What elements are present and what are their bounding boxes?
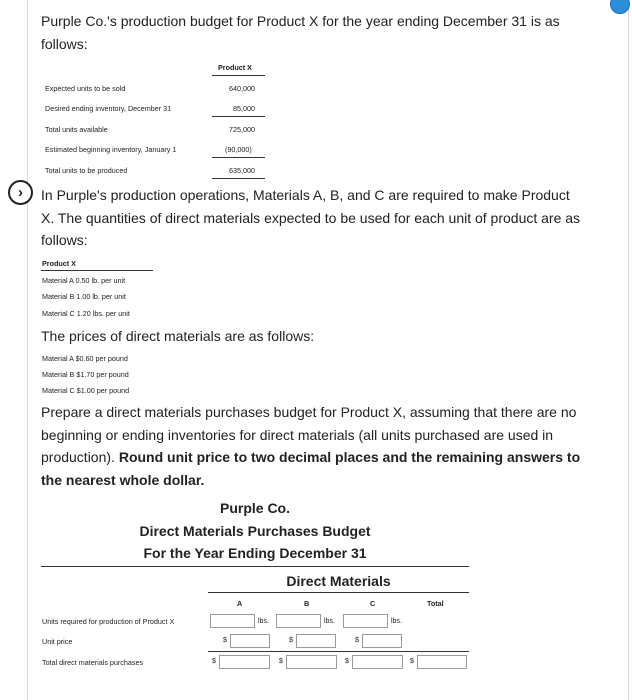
column-header-b: B — [304, 599, 310, 608]
units-b-input[interactable] — [276, 614, 321, 628]
budget-row-label: Desired ending inventory, December 31 — [45, 104, 172, 113]
page-border-right — [628, 0, 629, 700]
instructions-rounding: Round unit price to two decimal places and the remaining answers to the nearest whole dollar. — [41, 449, 581, 488]
price-b-input[interactable] — [296, 634, 336, 648]
instructions-body: Prepare a direct materials purchases budget for Product X, assuming that there are no beginning or ending inventories for direct materials (all units purchased are used in production). — [41, 404, 577, 465]
total-purchases-label: Total direct materials purchases — [42, 658, 144, 667]
quantities-rule — [41, 270, 153, 271]
currency-label: $ — [289, 637, 293, 644]
units-required-label: Units required for production of Product X — [42, 617, 175, 626]
currency-label: $ — [279, 658, 283, 665]
expand-button[interactable] — [8, 180, 33, 205]
budget-row-value: 635,000 — [229, 166, 255, 175]
title-rule — [41, 566, 469, 567]
budget-row-value: 640,000 — [229, 84, 255, 93]
subtotal-rule — [212, 157, 265, 158]
header-rule — [212, 75, 265, 76]
price-row: Material B $1.70 per pound — [42, 370, 129, 379]
intro-text: Purple Co.'s production budget for Product X for the year ending December 31 is as follows: — [41, 13, 560, 52]
unit-price-label: Unit price — [42, 637, 73, 646]
budget-row-label: Estimated beginning inventory, January 1 — [45, 145, 177, 154]
units-a-input[interactable] — [210, 614, 255, 628]
price-c-input[interactable] — [362, 634, 402, 648]
budget-row-value: (90,000) — [225, 145, 252, 154]
unit-label: lbs. — [258, 618, 269, 625]
column-header-total: Total — [427, 599, 444, 608]
unit-label: lbs. — [391, 618, 402, 625]
unit-label: lbs. — [324, 618, 335, 625]
group-rule — [208, 592, 469, 593]
quantity-row: Material C 1.20 lbs. per unit — [42, 309, 130, 318]
total-sum-input[interactable] — [417, 655, 467, 669]
total-a-input[interactable] — [219, 655, 270, 669]
price-a-input[interactable] — [230, 634, 270, 648]
production-budget-header: Product X — [218, 63, 252, 72]
company-name: Purple Co. — [219, 500, 290, 516]
currency-label: $ — [223, 637, 227, 644]
units-c-input[interactable] — [343, 614, 388, 628]
materials-intro-text: In Purple's production operations, Materials A, B, and C are required to make Product X. The quantities of direct materials expected to be used for each unit of product are as follows: — [41, 187, 581, 248]
budget-period: For the Year Ending December 31 — [143, 545, 367, 561]
subtotal-rule — [212, 116, 265, 117]
column-header-c: C — [370, 599, 376, 608]
budget-row-value: 85,000 — [233, 104, 255, 113]
currency-label: $ — [345, 658, 349, 665]
total-c-input[interactable] — [352, 655, 403, 669]
page-border-left — [27, 0, 28, 700]
currency-label: $ — [355, 637, 359, 644]
quantity-row: Material A 0.50 lb. per unit — [42, 276, 126, 285]
total-row-rule — [208, 651, 469, 652]
column-header-a: A — [237, 599, 243, 608]
status-icon[interactable] — [610, 0, 630, 14]
total-b-input[interactable] — [286, 655, 337, 669]
budget-title: Direct Materials Purchases Budget — [139, 523, 371, 539]
chevron-right-icon: › — [18, 184, 23, 201]
budget-row-label: Total units to be produced — [45, 166, 128, 175]
currency-label: $ — [212, 658, 216, 665]
budget-row-label: Expected units to be sold — [45, 84, 126, 93]
prices-intro-text: The prices of direct materials are as follows: — [41, 328, 315, 344]
total-rule — [212, 178, 265, 179]
currency-label: $ — [410, 658, 414, 665]
direct-materials-header: Direct Materials — [286, 573, 391, 589]
price-row: Material C $1.00 per pound — [42, 386, 130, 395]
instructions-text — [41, 401, 596, 491]
quantity-row: Material B 1.00 lb. per unit — [42, 292, 126, 301]
budget-row-value: 725,000 — [229, 125, 255, 134]
price-row: Material A $0.60 per pound — [42, 354, 128, 363]
quantities-header: Product X — [42, 259, 76, 268]
budget-row-label: Total units available — [45, 125, 108, 134]
